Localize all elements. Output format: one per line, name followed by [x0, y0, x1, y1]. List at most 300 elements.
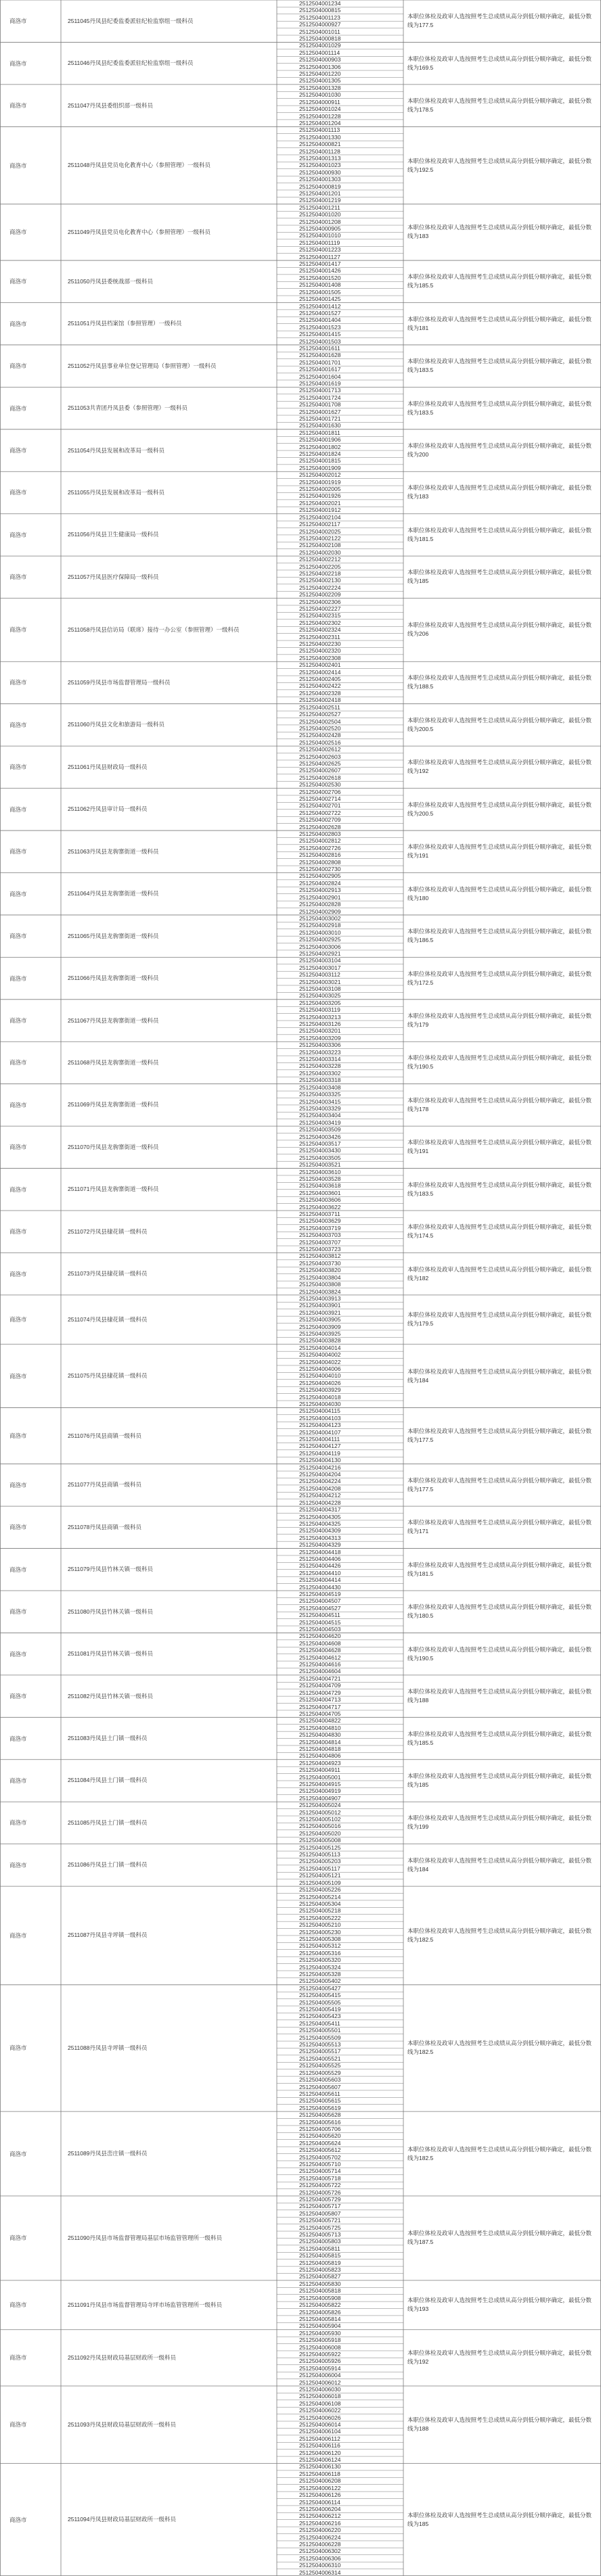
cell-candidate-id: 2512504000903: [299, 56, 341, 64]
cell-candidate-id: 2512504005328: [299, 1970, 341, 1977]
position-code: 2511076: [68, 1432, 90, 1439]
cell-position: [61, 345, 277, 387]
cell-position: [61, 1760, 277, 1802]
cell-note: 本职位体检及政审人选按照考生总成绩从高分到低分顺序确定，最低分数线为180.5: [407, 1603, 592, 1620]
cell-city: 商洛市: [9, 1566, 27, 1573]
position-code: 2511057: [68, 573, 90, 580]
cell-candidate-id: 2512504003228: [299, 1062, 341, 1070]
cell-candidate-id: 2512504002618: [299, 774, 341, 781]
position-name: 丹凤县文化和旅游局一级科员: [89, 721, 164, 728]
cell-candidate-id: 2512504003711: [299, 1211, 340, 1218]
cell-candidate-id: 2512504005308: [299, 1935, 341, 1942]
cell-candidate-id: 2512504005922: [299, 2350, 341, 2358]
position-name: 丹凤县纪委监委派驻纪检监察组一级科员: [89, 17, 194, 24]
cell-candidate-id: 2512504005517: [299, 2048, 341, 2055]
cell-candidate-id: 2512504002025: [299, 528, 341, 535]
cell-candidate-id: 2512504001223: [299, 246, 341, 254]
cell-candidate-id: 2512504006208: [299, 2477, 341, 2485]
position-name: 丹凤县棣花镇一级科员: [89, 1227, 148, 1235]
cell-candidate-id: 2512504003905: [299, 1316, 341, 1324]
cell-candidate-id: 2512504005725: [299, 2224, 341, 2231]
position-code: 2511049: [68, 228, 90, 235]
cell-candidate-id: 2512504004503: [299, 1626, 341, 1633]
cell-candidate-id: 2512504002311: [299, 633, 340, 640]
position-name: 丹凤县财政局一级科员: [89, 763, 148, 770]
cell-candidate-id: 2512504002320: [299, 647, 341, 655]
position-name: 丹凤县龙驹寨街道一级科员: [89, 1186, 159, 1193]
cell-city: 商洛市: [9, 1059, 27, 1067]
cell-candidate-id: 2512504003517: [299, 1140, 341, 1147]
cell-note: 本职位体检及政审人选按照考生总成绩从高分到低分顺序确定，最低分数线为181.5: [407, 1561, 592, 1577]
cell-candidate-id: 2512504005619: [299, 2104, 341, 2111]
cell-city: 商洛市: [9, 573, 27, 581]
cell-candidate-id: 2512504000815: [299, 7, 341, 14]
cell-city: 商洛市: [9, 2150, 27, 2157]
cell-candidate-id: 2512504005210: [299, 1921, 341, 1929]
cell-candidate-id: 2512504003808: [299, 1281, 341, 1288]
cell-candidate-id: 2512504002302: [299, 619, 341, 626]
cell-candidate-id: 2512504001417: [299, 260, 341, 268]
cell-candidate-id: 2512504005521: [299, 2055, 341, 2062]
cell-candidate-id: 2512504004418: [299, 1548, 341, 1555]
cell-candidate-id: 2512504003314: [299, 1056, 341, 1063]
cell-candidate-id: 2512504004010: [299, 1372, 341, 1380]
position-code: 2511069: [68, 1101, 90, 1108]
cell-candidate-id: 2512504003521: [299, 1161, 341, 1169]
cell-candidate-id: 2512504002701: [299, 802, 341, 810]
cell-candidate-id: 2512504002607: [299, 767, 341, 774]
cell-candidate-id: 2512504003415: [299, 1098, 341, 1105]
cell-candidate-id: 2512504005722: [299, 2182, 341, 2189]
cell-candidate-id: 2512504005818: [299, 2287, 341, 2295]
cell-candidate-id: 2512504005109: [299, 1879, 341, 1886]
cell-candidate-id: 2512504005513: [299, 2041, 341, 2048]
cell-position: [61, 957, 277, 999]
cell-note: 本职位体检及政审人选按照考生总成绩从高分到低分顺序确定，最低分数线为172.5: [407, 970, 592, 986]
position-code: 2511092: [68, 2353, 90, 2361]
position-code: 2511087: [68, 1931, 90, 1939]
cell-candidate-id: 2512504005926: [299, 2358, 341, 2365]
cell-candidate-id: 2512504004919: [299, 1787, 341, 1795]
cell-note: 本职位体检及政审人选按照考生总成绩从高分到低分顺序确定，最低分数线为200: [407, 442, 592, 459]
cell-candidate-id: 2512504002328: [299, 689, 341, 697]
cell-candidate-id: 2512504006004: [299, 2372, 341, 2379]
cell-note: 本职位体检及政审人选按照考生总成绩从高分到低分顺序确定，最低分数线为183.5: [407, 400, 592, 416]
cell-candidate-id: 2512504005827: [299, 2273, 341, 2280]
cell-note: 本职位体检及政审人选按照考生总成绩从高分到低分顺序确定，最低分数线为188.5: [407, 674, 592, 690]
cell-candidate-id: 2512504004325: [299, 1520, 341, 1527]
cell-candidate-id: 2512504001330: [299, 133, 341, 141]
cell-candidate-id: 2512504006018: [299, 2393, 341, 2400]
position-code: 2511067: [68, 1016, 90, 1024]
cell-city: 商洛市: [9, 1144, 27, 1151]
cell-candidate-id: 2512504005008: [299, 1837, 341, 1844]
cell-note: 本职位体检及政审人选按照考生总成绩从高分到低分顺序确定，最低分数线为193: [407, 2297, 592, 2313]
cell-candidate-id: 2512504002209: [299, 591, 341, 599]
cell-candidate-id: 2512504003209: [299, 1034, 341, 1041]
cell-candidate-id: 2512504003017: [299, 964, 341, 971]
position-name: 丹凤县龙驹寨街道一级科员: [89, 1016, 159, 1024]
cell-candidate-id: 2512504005402: [299, 1977, 341, 1985]
cell-note: 本职位体检及政审人选按照考生总成绩从高分到低分顺序确定，最低分数线为191: [407, 843, 592, 860]
cell-candidate-id: 2512504005823: [299, 2266, 341, 2274]
cell-candidate-id: 2512504004115: [299, 1407, 340, 1415]
cell-candidate-id: 2512504005603: [299, 2076, 341, 2084]
cell-candidate-id: 2512504005830: [299, 2280, 341, 2287]
position-code: 2511085: [68, 1819, 90, 1826]
cell-candidate-id: 2512504002530: [299, 781, 341, 789]
cell-position: [61, 2111, 277, 2196]
cell-position: [61, 1126, 277, 1168]
position-name: 丹凤县市场监督管理局基层市场监管管理所一级科员: [89, 2234, 222, 2241]
position-code: 2511082: [68, 1692, 90, 1700]
position-name: 共青团丹凤县委（参照管理）一级科员: [89, 404, 187, 412]
cell-candidate-id: 2512504006118: [299, 2470, 340, 2477]
cell-position: [61, 2196, 277, 2280]
cell-candidate-id: 2512504004515: [299, 1618, 341, 1626]
cell-position: [61, 1464, 277, 1506]
cell-candidate-id: 2512504004313: [299, 1534, 341, 1541]
cell-candidate-id: 2512504005016: [299, 1823, 341, 1830]
cell-city: 商洛市: [9, 975, 27, 982]
cell-note: 本职位体检及政审人选按照考生总成绩从高分到低分顺序确定，最低分数线为188: [407, 1688, 592, 1704]
cell-candidate-id: 2512504003306: [299, 1041, 341, 1049]
cell-city: 商洛市: [9, 2354, 27, 2362]
cell-candidate-id: 2512504001824: [299, 450, 341, 458]
cell-candidate-id: 2512504001228: [299, 112, 341, 120]
cell-candidate-id: 2512504003205: [299, 999, 341, 1006]
cell-candidate-id: 2512504005218: [299, 1907, 341, 1915]
cell-candidate-id: 2512504002918: [299, 922, 341, 929]
cell-candidate-id: 2512504003404: [299, 1112, 341, 1119]
cell-city: 商洛市: [9, 1861, 27, 1869]
cell-city: 商洛市: [9, 60, 27, 67]
position-code: 2511052: [68, 362, 90, 369]
cell-note: 本职位体检及政审人选按照考生总成绩从高分到低分顺序确定，最低分数线为178.5: [407, 97, 592, 114]
cell-candidate-id: 2512504002230: [299, 640, 341, 648]
cell-candidate-id: 2512504000905: [299, 225, 341, 233]
cell-candidate-id: 2512504001219: [299, 197, 341, 204]
cell-candidate-id: 2512504003119: [299, 1006, 340, 1014]
cell-city: 商洛市: [9, 1228, 27, 1236]
position-name: 丹凤县市场监督管理局一级科员: [89, 678, 171, 686]
position-name: 丹凤县土门镇一级科员: [89, 1735, 148, 1742]
cell-candidate-id: 2512504001128: [299, 147, 340, 155]
cell-position: [61, 1802, 277, 1844]
cell-note: 本职位体检及政审人选按照考生总成绩从高分到低分顺序确定，最低分数线为200.5: [407, 716, 592, 732]
cell-candidate-id: 2512504001617: [299, 366, 341, 373]
cell-candidate-id: 2512504004002: [299, 1351, 341, 1359]
cell-candidate-id: 2512504002511: [299, 703, 340, 711]
cell-candidate-id: 2512504001127: [299, 253, 340, 260]
cell-candidate-id: 2512504005419: [299, 2006, 341, 2013]
position-code: 2511083: [68, 1735, 90, 1742]
cell-candidate-id: 2512504002315: [299, 612, 341, 619]
cell-candidate-id: 2512504003325: [299, 1091, 341, 1098]
cell-candidate-id: 2512504004907: [299, 1794, 341, 1802]
cell-candidate-id: 2512504002108: [299, 542, 341, 549]
cell-candidate-id: 2512504004216: [299, 1463, 341, 1471]
position-code: 2511048: [68, 162, 90, 169]
cell-candidate-id: 2512504001030: [299, 91, 341, 99]
cell-note: 本职位体检及政审人选按照考生总成绩从高分到低分顺序确定，最低分数线为192.5: [407, 157, 592, 173]
cell-candidate-id: 2512504005226: [299, 1886, 341, 1894]
cell-candidate-id: 2512504005908: [299, 2294, 341, 2301]
cell-position: [61, 556, 277, 598]
cell-candidate-id: 2512504004519: [299, 1591, 341, 1597]
cell-candidate-id: 2512504000819: [299, 183, 341, 190]
cell-candidate-id: 2512504006310: [299, 2562, 341, 2569]
cell-candidate-id: 2512504002122: [299, 534, 341, 542]
position-code: 2511061: [68, 763, 90, 770]
cell-candidate-id: 2512504006026: [299, 2414, 341, 2421]
cell-candidate-id: 2512504005024: [299, 1802, 341, 1809]
cell-city: 商洛市: [9, 1432, 27, 1440]
cell-candidate-id: 2512504002901: [299, 893, 341, 901]
position-code: 2511063: [68, 847, 90, 855]
position-name: 丹凤县档案馆（参照管理）一级科员: [89, 320, 182, 327]
cell-note: 本职位体检及政审人选按照考生总成绩从高分到低分顺序确定，最低分数线为183: [407, 484, 592, 500]
cell-candidate-id: 2512504001630: [299, 422, 341, 429]
position-name: 丹凤县财政局基层财政所一级科员: [89, 2353, 176, 2361]
position-name: 丹凤县医疗保障局一级科员: [89, 573, 159, 580]
cell-note: 本职位体检及政审人选按照考生总成绩从高分到低分顺序确定，最低分数线为171: [407, 1519, 592, 1535]
cell-candidate-id: 2512504002414: [299, 668, 341, 676]
cell-candidate-id: 2512504003006: [299, 943, 341, 950]
cell-city: 商洛市: [9, 447, 27, 454]
position-name: 丹凤县土门镇一级科员: [89, 1777, 148, 1784]
cell-candidate-id: 2512504003622: [299, 1203, 341, 1211]
cell-candidate-id: 2512504006204: [299, 2505, 341, 2512]
cell-candidate-id: 2512504005710: [299, 2160, 341, 2168]
position-name: 丹凤县龙驹寨街道一级科员: [89, 932, 159, 939]
cell-note: 本职位体检及政审人选按照考生总成绩从高分到低分顺序确定，最低分数线为188: [407, 2416, 592, 2433]
cell-candidate-id: 2512504003921: [299, 1309, 341, 1316]
cell-candidate-id: 2512504003509: [299, 1126, 341, 1133]
position-code: 2511056: [68, 531, 90, 538]
cell-candidate-id: 2512504006008: [299, 2343, 341, 2351]
cell-candidate-id: 2512504005718: [299, 2174, 341, 2182]
position-code: 2511054: [68, 446, 90, 454]
cell-candidate-id: 2512504005822: [299, 2301, 341, 2309]
cell-note: 本职位体检及政审人选按照考生总成绩从高分到低分顺序确定，最低分数线为178: [407, 1096, 592, 1113]
position-code: 2511091: [68, 2301, 90, 2308]
cell-candidate-id: 2512504004026: [299, 1379, 341, 1386]
position-name: 丹凤县龙驹寨街道一级科员: [89, 1143, 159, 1150]
cell-candidate-id: 2512504004604: [299, 1668, 341, 1675]
cell-city: 商洛市: [9, 1316, 27, 1324]
cell-candidate-id: 2512504004018: [299, 1393, 341, 1401]
cell-note: 本职位体检及政审人选按照考生总成绩从高分到低分顺序确定，最低分数线为185.5: [407, 1730, 592, 1746]
cell-candidate-id: 2512504005815: [299, 2252, 341, 2259]
cell-candidate-id: 2512504005113: [299, 1851, 340, 1858]
cell-candidate-id: 2512504005427: [299, 1984, 341, 1992]
cell-candidate-id: 2512504002527: [299, 711, 341, 718]
position-code: 2511086: [68, 1861, 90, 1869]
cell-candidate-id: 2512504006130: [299, 2463, 341, 2470]
cell-candidate-id: 2512504002730: [299, 866, 341, 873]
cell-candidate-id: 2512504002218: [299, 569, 341, 577]
cell-position: [61, 2330, 277, 2386]
cell-position: [61, 1591, 277, 1633]
position-code: 2511093: [68, 2420, 90, 2428]
cell-candidate-id: 2512504004612: [299, 1654, 341, 1661]
cell-position: [61, 1675, 277, 1717]
cell-candidate-id: 2512504006124: [299, 2456, 341, 2464]
cell-candidate-id: 2512504002714: [299, 795, 341, 802]
cell-candidate-id: 2512504003002: [299, 914, 341, 922]
cell-candidate-id: 2512504004713: [299, 1696, 341, 1704]
cell-city: 商洛市: [9, 2234, 27, 2242]
cell-candidate-id: 2512504003629: [299, 1217, 341, 1225]
cell-position: [61, 204, 277, 260]
cell-candidate-id: 2512504005125: [299, 1844, 341, 1851]
cell-position: [61, 1041, 277, 1083]
cell-city: 商洛市: [9, 1481, 27, 1489]
cell-city: 商洛市: [9, 1372, 27, 1380]
cell-note: 本职位体检及政审人选按照考生总成绩从高分到低分顺序确定，最低分数线为177.5: [407, 1476, 592, 1493]
cell-city: 商洛市: [9, 1735, 27, 1742]
cell-candidate-id: 2512504003419: [299, 1119, 341, 1126]
cell-candidate-id: 2512504001426: [299, 267, 341, 275]
cell-candidate-id: 2512504005316: [299, 1949, 341, 1957]
cell-candidate-id: 2512504006228: [299, 2540, 341, 2548]
cell-candidate-id: 2512504004915: [299, 1780, 341, 1787]
cell-candidate-id: 2512504003925: [299, 1330, 341, 1337]
cell-city: 商洛市: [9, 531, 27, 538]
cell-candidate-id: 2512504005020: [299, 1829, 341, 1837]
cell-position: [61, 0, 277, 42]
cell-note: 本职位体检及政审人选按照考生总成绩从高分到低分顺序确定，最低分数线为191: [407, 1139, 592, 1155]
position-code: 2511053: [68, 404, 90, 412]
position-code: 2511059: [68, 678, 90, 686]
cell-position: [61, 2280, 277, 2330]
position-name: 丹凤县委统战部一级科员: [89, 277, 153, 285]
cell-candidate-id: 2512504003913: [299, 1294, 341, 1302]
cell-candidate-id: 2512504003719: [299, 1224, 341, 1232]
cell-position: [61, 789, 277, 830]
cell-candidate-id: 2512504004127: [299, 1443, 341, 1450]
cell-candidate-id: 2512504003618: [299, 1182, 341, 1190]
cell-candidate-id: 2512504002428: [299, 732, 341, 739]
position-name: 丹凤县棣花镇一级科员: [89, 1270, 148, 1278]
cell-candidate-id: 2512504001523: [299, 323, 341, 331]
cell-position: [61, 471, 277, 513]
cell-candidate-id: 2512504004406: [299, 1555, 341, 1562]
cell-candidate-id: 2512504004317: [299, 1506, 341, 1514]
cell-candidate-id: 2512504003104: [299, 957, 341, 964]
cell-position: [61, 1844, 277, 1886]
cell-candidate-id: 2512504003126: [299, 1021, 341, 1028]
cell-candidate-id: 2512504003408: [299, 1083, 341, 1091]
cell-candidate-id: 2512504006030: [299, 2386, 341, 2393]
cell-position: [61, 830, 277, 872]
cell-candidate-id: 2512504000930: [299, 168, 341, 176]
cell-position: [61, 872, 277, 914]
cell-city: 商洛市: [9, 489, 27, 496]
cell-position: [61, 1633, 277, 1675]
cell-candidate-id: 2512504001234: [299, 0, 341, 7]
cell-candidate-id: 2512504001305: [299, 77, 341, 85]
cell-candidate-id: 2512504005814: [299, 2315, 341, 2322]
cell-city: 商洛市: [9, 2301, 27, 2309]
cell-position: [61, 303, 277, 345]
cell-candidate-id: 2512504003929: [299, 1386, 341, 1394]
cell-candidate-id: 2512504001811: [299, 429, 340, 436]
cell-candidate-id: 2512504005611: [299, 2090, 340, 2097]
position-name: 丹凤县审计局一级科员: [89, 805, 148, 813]
cell-note: 本职位体检及政审人选按照考生总成绩从高分到低分顺序确定，最低分数线为179.5: [407, 1311, 592, 1328]
cell-candidate-id: 2512504005304: [299, 1900, 341, 1907]
position-code: 2511065: [68, 932, 90, 939]
position-name: 丹凤县竹林关镇一级科员: [89, 1650, 153, 1658]
cell-position: [61, 915, 277, 957]
position-name: 丹凤县发展和改革局一级科员: [89, 446, 164, 454]
cell-candidate-id: 2512504005501: [299, 2027, 341, 2034]
position-code: 2511045: [68, 17, 90, 24]
position-code: 2511046: [68, 60, 90, 67]
cell-candidate-id: 2512504006112: [299, 2435, 340, 2442]
position-name: 丹凤县委组织部一级科员: [89, 101, 153, 109]
cell-candidate-id: 2512504005616: [299, 2118, 341, 2126]
cell-candidate-id: 2512504004309: [299, 1527, 341, 1535]
cell-candidate-id: 2512504004228: [299, 1499, 341, 1506]
cell-candidate-id: 2512504002706: [299, 788, 341, 795]
cell-candidate-id: 2512504004103: [299, 1414, 341, 1422]
cell-candidate-id: 2512504000821: [299, 141, 341, 148]
position-code: 2511074: [68, 1315, 90, 1323]
cell-candidate-id: 2512504001220: [299, 70, 341, 78]
cell-note: 本职位体检及政审人选按照考生总成绩从高分到低分顺序确定，最低分数线为186.5: [407, 928, 592, 944]
cell-candidate-id: 2512504001023: [299, 162, 341, 169]
cell-position: [61, 661, 277, 703]
cell-candidate-id: 2512504005706: [299, 2125, 341, 2132]
position-code: 2511062: [68, 805, 90, 813]
cell-candidate-id: 2512504005713: [299, 2231, 341, 2239]
cell-candidate-id: 2512504001020: [299, 211, 341, 218]
cell-candidate-id: 2512504006302: [299, 2548, 341, 2555]
position-code: 2511075: [68, 1372, 90, 1380]
cell-candidate-id: 2512504001201: [299, 189, 341, 197]
cell-candidate-id: 2512504005117: [299, 1865, 340, 1872]
cell-city: 商洛市: [9, 18, 27, 25]
cell-note: 本职位体检及政审人选按照考生总成绩从高分到低分顺序确定，最低分数线为182: [407, 1265, 592, 1282]
cell-city: 商洛市: [9, 1819, 27, 1827]
cell-candidate-id: 2512504001708: [299, 401, 341, 408]
cell-candidate-id: 2512504003703: [299, 1232, 341, 1239]
cell-candidate-id: 2512504006224: [299, 2533, 341, 2541]
cell-candidate-id: 2512504005612: [299, 2147, 341, 2154]
cell-candidate-id: 2512504003108: [299, 985, 341, 992]
cell-candidate-id: 2512504001024: [299, 106, 341, 113]
position-name: 丹凤县事业单位登记管理局（参照管理）一级科员: [89, 362, 217, 369]
cell-candidate-id: 2512504001721: [299, 415, 341, 423]
cell-candidate-id: 2512504000818: [299, 35, 341, 43]
cell-note: 本职位体检及政审人选按照考生总成绩从高分到低分顺序确定，最低分数线为183.5: [407, 358, 592, 374]
position-code: 2511078: [68, 1523, 90, 1530]
cell-candidate-id: 2512504001611: [299, 344, 340, 352]
cell-city: 商洛市: [9, 2421, 27, 2429]
cell-candidate-id: 2512504003302: [299, 1069, 341, 1077]
cell-candidate-id: 2512504002516: [299, 739, 341, 746]
cell-candidate-id: 2512504005726: [299, 2188, 341, 2196]
cell-candidate-id: 2512504001313: [299, 154, 341, 162]
cell-position: [61, 514, 277, 556]
cell-candidate-id: 2512504001802: [299, 443, 341, 450]
cell-candidate-id: 2512504005001: [299, 1773, 341, 1781]
cell-note: 本职位体检及政审人选按照考生总成绩从高分到低分顺序确定，最低分数线为181: [407, 315, 592, 331]
cell-candidate-id: 2512504004709: [299, 1682, 341, 1689]
